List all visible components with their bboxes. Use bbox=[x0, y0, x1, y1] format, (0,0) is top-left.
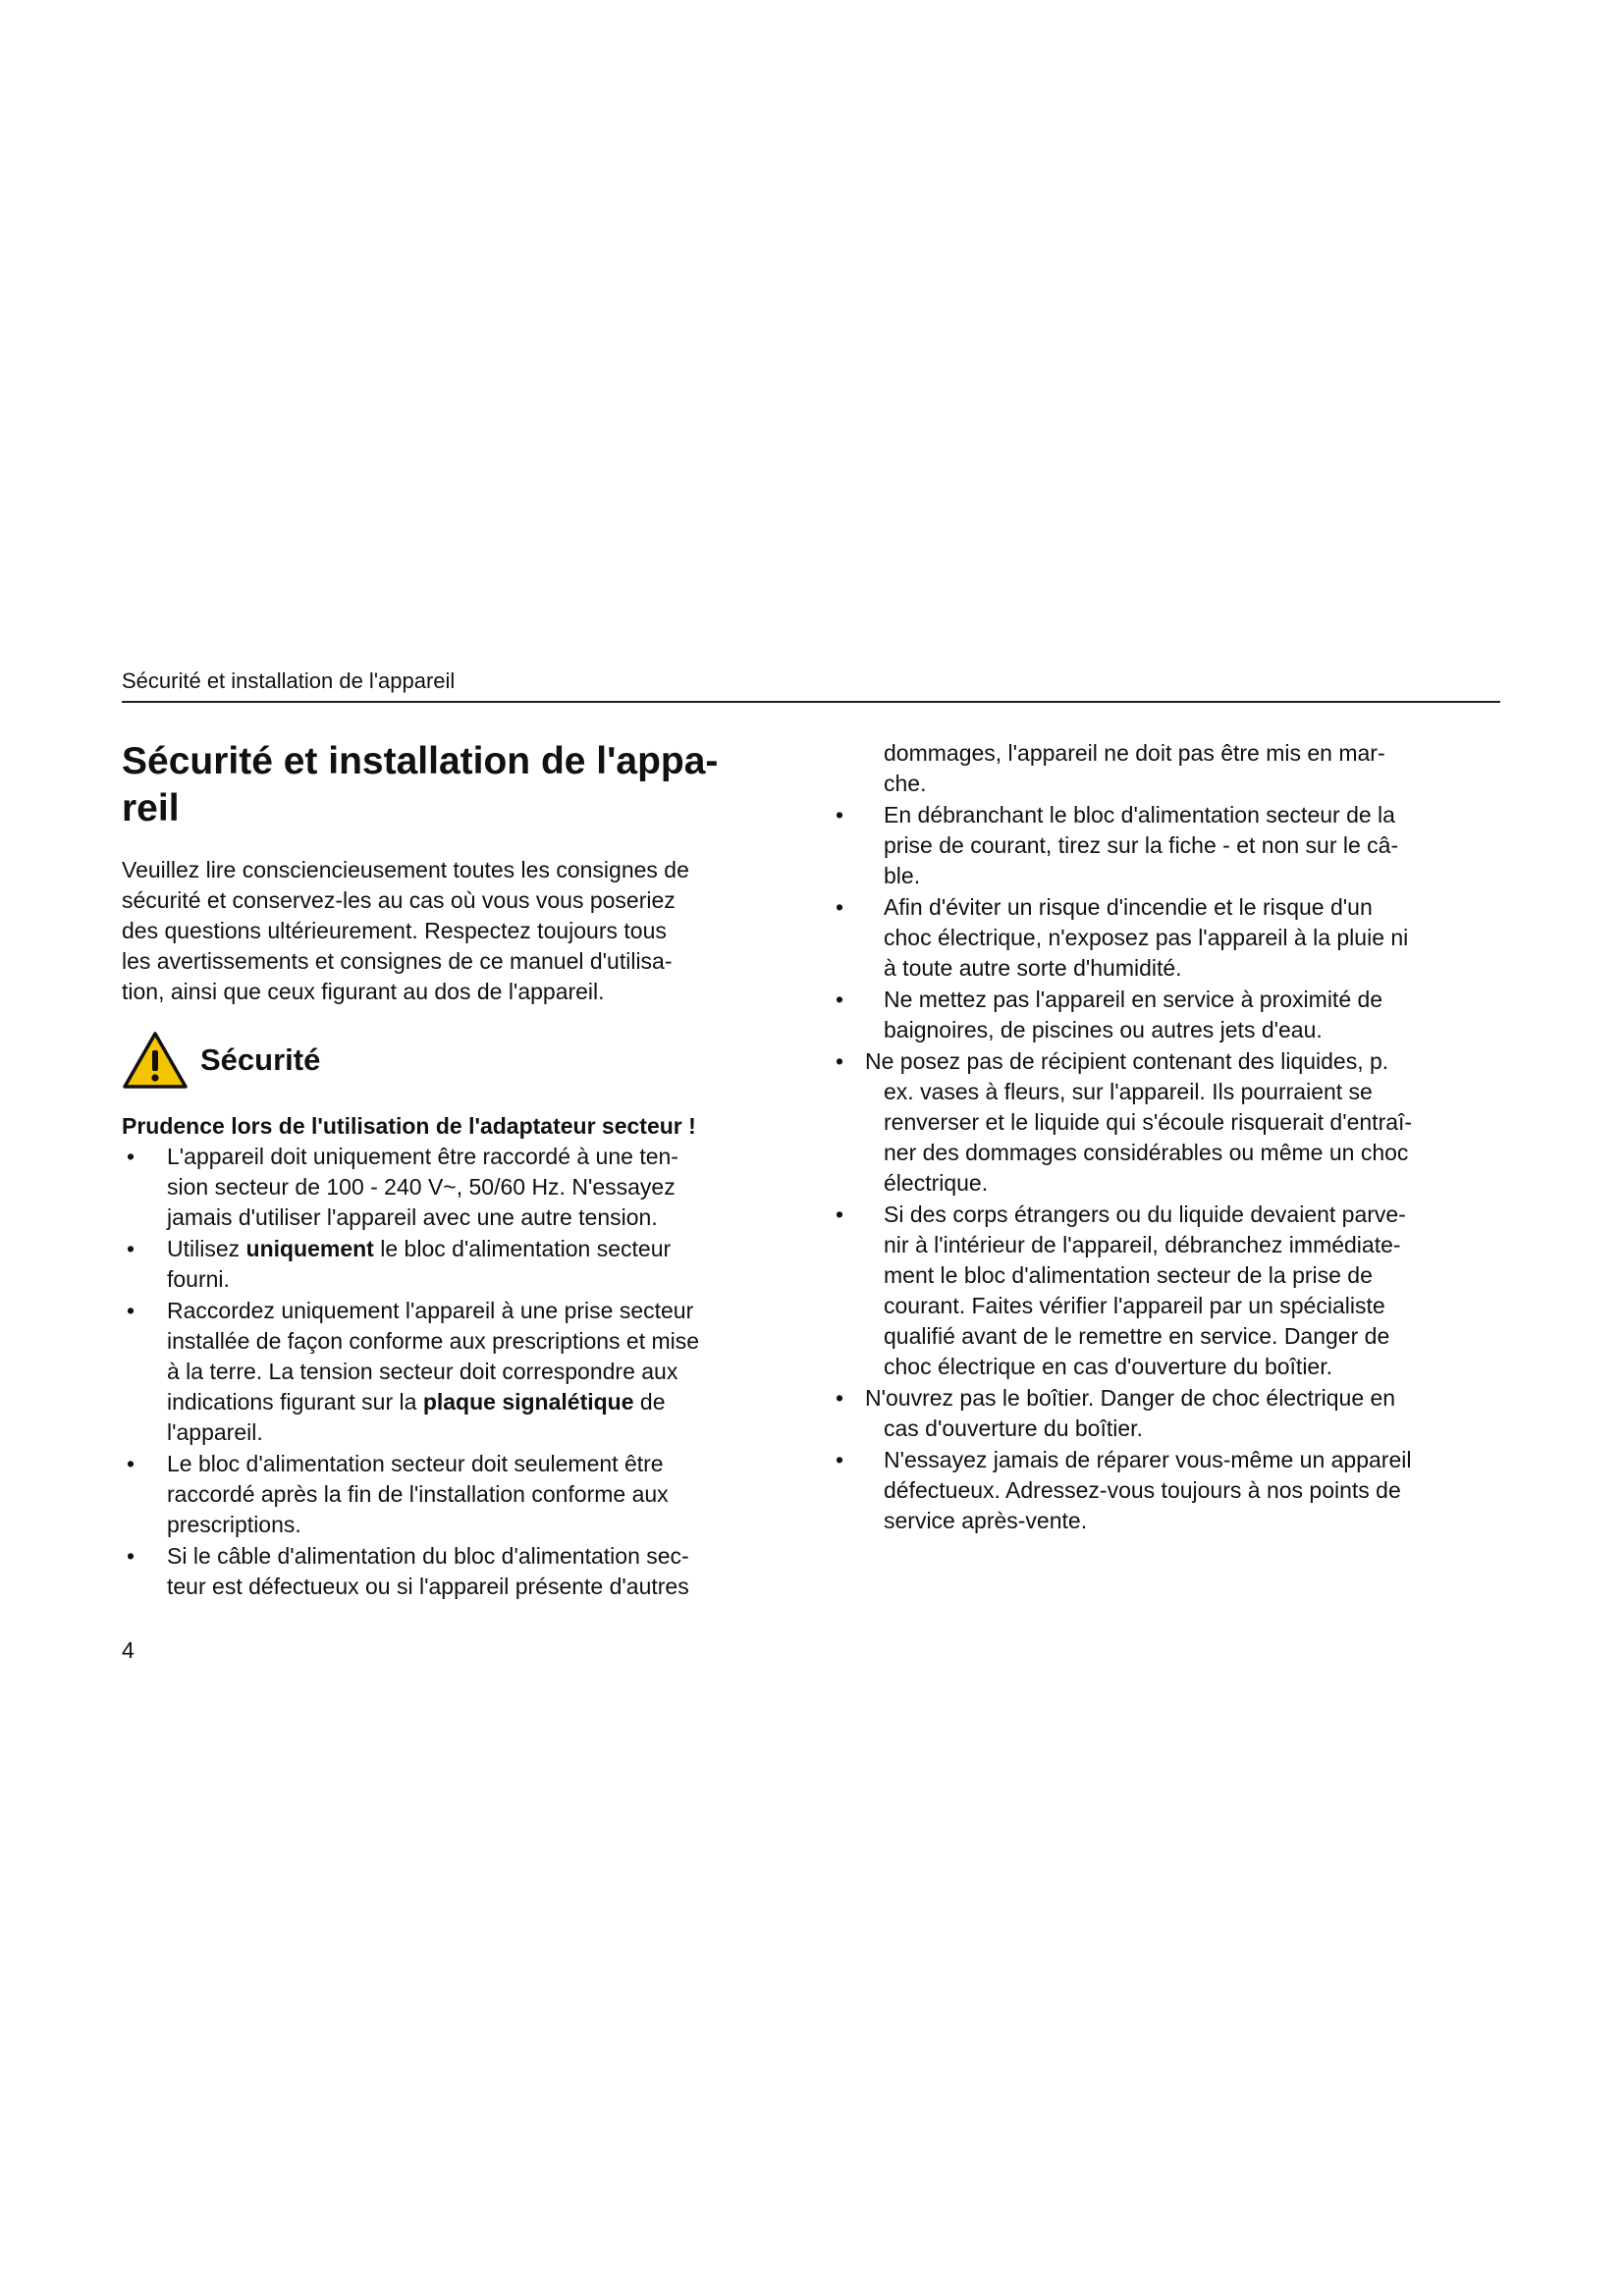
bullet: • bbox=[836, 1385, 844, 1411]
list-item: • Utilisez uniquement le bloc d'alimentation secteur fourni. bbox=[127, 1236, 672, 1292]
list-item: • Si le câble d'alimentation du bloc d'alimentation sec- teur est défectueux ou si l'appareil présente d'autres bbox=[127, 1543, 689, 1599]
bullet: • bbox=[836, 1048, 844, 1074]
bullet: • bbox=[836, 1447, 844, 1472]
list-item: • L'appareil doit uniquement être raccordé à une ten- sion secteur de 100 - 240 V~, 50/60 Hz. N'essayez jamais d'utiliser l'appareil avec une autre tension. bbox=[127, 1144, 678, 1230]
list-item: • Raccordez uniquement l'appareil à une prise secteur installée de façon conforme aux prescriptions et mise à la terre. La tension secteur doit correspondre aux indications figurant sur la plaque signalétique de l'appareil. bbox=[127, 1298, 700, 1445]
left-column bbox=[122, 738, 782, 1603]
bullet: • bbox=[836, 894, 844, 920]
running-header: Sécurité et installation de l'appareil bbox=[122, 667, 1500, 703]
list-item: • N'essayez jamais de réparer vous-même un appareil défectueux. Adressez-vous toujours à nos points de service après-vente. bbox=[836, 1447, 1412, 1533]
section-title: Sécurité bbox=[200, 1042, 321, 1077]
right-bullet-list bbox=[831, 800, 1498, 1536]
bullet: • bbox=[836, 802, 844, 828]
page-number: 4 bbox=[122, 1637, 135, 1663]
list-item: • Ne mettez pas l'appareil en service à proximité de baignoires, de piscines ou autres jets d'eau. bbox=[836, 987, 1383, 1042]
bullet: • bbox=[127, 1144, 135, 1169]
list-item-continuation: dommages, l'appareil ne doit pas être mis en mar- che. bbox=[884, 740, 1385, 796]
list-item: • N'ouvrez pas le boîtier. Danger de choc électrique en cas d'ouverture du boîtier. bbox=[836, 1385, 1396, 1441]
list-item: • Le bloc d'alimentation secteur doit seulement être raccordé après la fin de l'installation conforme aux prescriptions. bbox=[127, 1451, 669, 1537]
left-bullet-list bbox=[122, 1142, 782, 1602]
list-item: • Afin d'éviter un risque d'incendie et le risque d'un choc électrique, n'exposez pas l'appareil à la pluie ni à toute autre sorte d'humidité. bbox=[836, 894, 1409, 981]
subheading: Prudence lors de l'utilisation de l'adaptateur secteur ! bbox=[122, 1113, 696, 1139]
list-item: • En débranchant le bloc d'alimentation secteur de la prise de courant, tirez sur la fiche - et non sur le câ- ble. bbox=[836, 802, 1399, 888]
intro-paragraph: Veuillez lire consciencieusement toutes les consignes de sécurité et conservez-les au cas où vous vous poseriez des questions ultérieurement. Respectez toujours tous les avertissements et consignes de ce manuel d'utilisa- tion, ainsi que ceux figurant au dos de l'appareil. bbox=[122, 857, 689, 1004]
bullet: • bbox=[127, 1451, 135, 1476]
right-column bbox=[831, 738, 1498, 1537]
bullet: • bbox=[836, 1201, 844, 1227]
page-title: Sécurité et installation de l'appa- reil bbox=[122, 740, 719, 829]
bullet: • bbox=[127, 1236, 135, 1261]
bullet: • bbox=[127, 1298, 135, 1323]
bullet: • bbox=[836, 987, 844, 1012]
section-heading-securite bbox=[122, 1027, 782, 1094]
list-item: • Ne posez pas de récipient contenant des liquides, p. ex. vases à fleurs, sur l'appareil. Ils pourraient se renverser et le liquide qui s'écoule risquerait d'entraî- ner des dommages considérables ou même un choc électrique. bbox=[836, 1048, 1413, 1196]
list-item: • Si des corps étrangers ou du liquide devaient parve- nir à l'intérieur de l'appareil, débranchez immédiate- ment le bloc d'alimentation secteur de la prise de courant. Faites vérifier l'appareil par un spécialiste qualifié avant de le remettre en service. Danger de choc électrique en cas d'ouverture du boîtier. bbox=[836, 1201, 1406, 1379]
bullet: • bbox=[127, 1543, 135, 1569]
warning-triangle-icon bbox=[122, 1031, 189, 1090]
